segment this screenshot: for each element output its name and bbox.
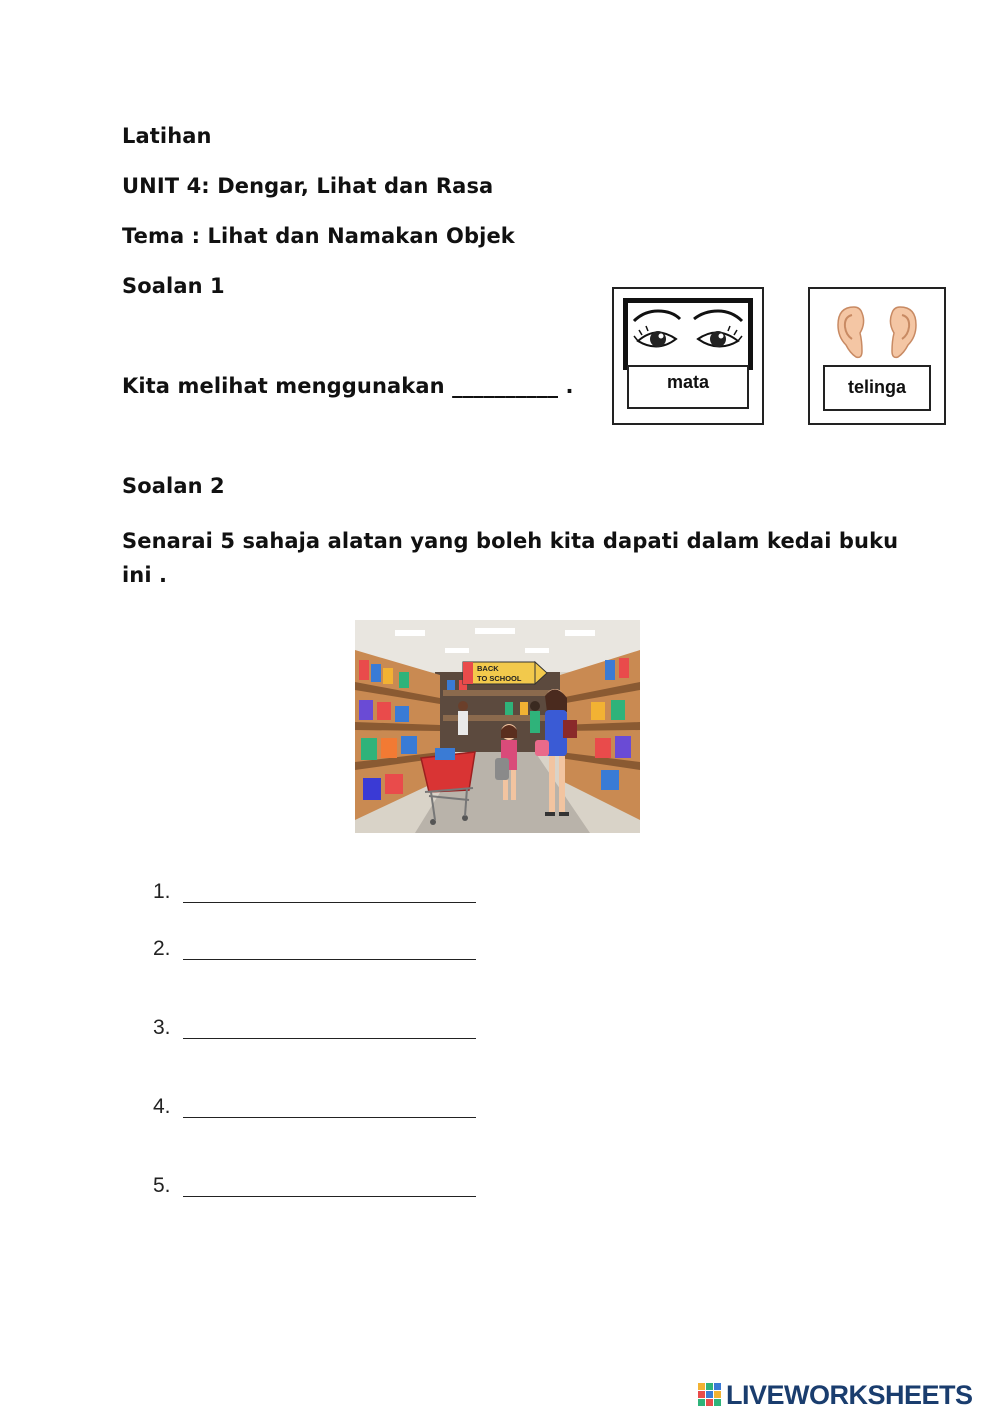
answer-blank-2[interactable] <box>183 959 476 960</box>
question-2-label: Soalan 2 <box>122 474 225 498</box>
answer-row-5 <box>153 1174 181 1198</box>
bookstore-illustration <box>355 620 640 833</box>
answer-blank-3[interactable] <box>183 1038 476 1039</box>
sign-text-back: BACK <box>477 664 499 673</box>
answer-number: 4. <box>153 1095 171 1118</box>
option-card-mata[interactable] <box>612 287 764 425</box>
answer-row-2 <box>153 937 181 961</box>
answer-number: 1. <box>153 880 171 903</box>
unit-heading: UNIT 4: Dengar, Lihat dan Rasa <box>122 174 494 198</box>
question-1-label: Soalan 1 <box>122 274 225 298</box>
option-word-mata: mata <box>627 365 749 409</box>
answer-blank-4[interactable] <box>183 1117 476 1118</box>
answer-row-4 <box>153 1095 181 1119</box>
sign-text-school: TO SCHOOL <box>477 674 522 683</box>
answer-row-3 <box>153 1016 181 1040</box>
ears-icon <box>826 303 928 361</box>
answer-number: 2. <box>153 937 171 960</box>
answer-number: 5. <box>153 1174 171 1197</box>
eyes-icon <box>623 298 753 370</box>
option-card-telinga[interactable] <box>808 287 946 425</box>
answer-number: 3. <box>153 1016 171 1039</box>
liveworksheets-logo-icon <box>698 1383 722 1407</box>
liveworksheets-logo <box>698 1380 973 1410</box>
theme-heading: Tema : Lihat dan Namakan Objek <box>122 224 515 248</box>
worksheet-title: Latihan <box>122 124 212 148</box>
question-1-text: Kita melihat menggunakan __________ . <box>122 374 574 398</box>
question-2-text: Senarai 5 sahaja alatan yang boleh kita dapati dalam kedai buku ini . <box>122 529 899 587</box>
answer-blank-5[interactable] <box>183 1196 476 1197</box>
liveworksheets-brand-text: LIVEWORKSHEETS <box>726 1379 973 1410</box>
option-word-telinga: telinga <box>823 365 931 411</box>
answer-row-1 <box>153 880 181 904</box>
answer-blank-1[interactable] <box>183 902 476 903</box>
